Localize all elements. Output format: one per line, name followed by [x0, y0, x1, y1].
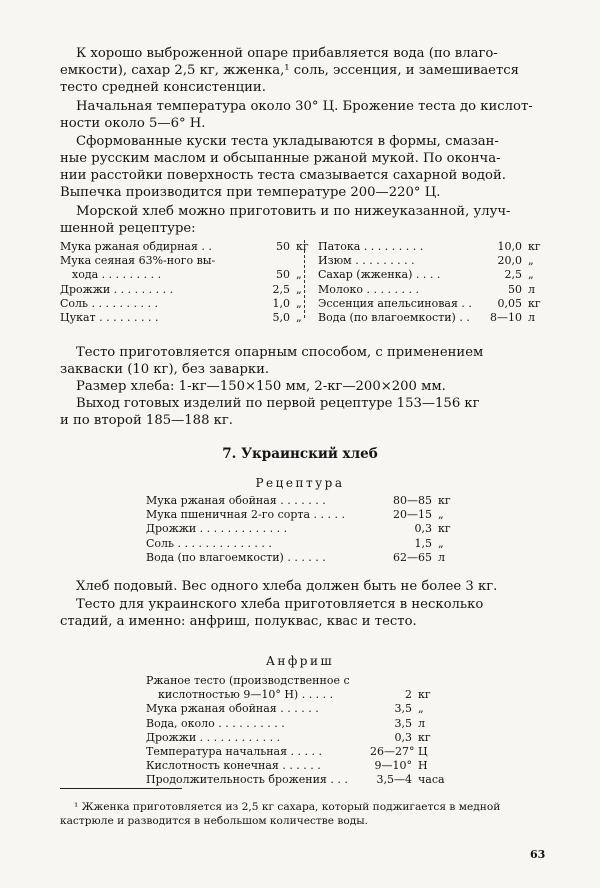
ingredient-unit: кг	[528, 240, 541, 253]
footnote	[60, 800, 554, 828]
text-line: нии расстойки поверхность теста смазывается сахарной водой.	[60, 168, 506, 183]
marine-recipe-right	[318, 240, 548, 325]
table-row	[318, 283, 548, 297]
ingredient-name: Патока . . . . . . . . .	[318, 240, 424, 253]
ingredient-unit: кг	[528, 296, 541, 310]
footnote-line: ¹ Жженка приготовляется из 2,5 кг сахара, который поджигается в медной	[74, 801, 501, 813]
ingredient-name: Вода (по влагоемкости) . . . . . .	[146, 550, 326, 564]
ingredient-qty: 0,3	[394, 730, 412, 744]
ingredient-name: Ржаное тесто (производственное с	[146, 674, 350, 687]
table-row	[60, 254, 300, 268]
ingredient-qty: 3,5	[394, 716, 412, 730]
text-line: емкости), сахар 2,5 кг, жженка,¹ соль, эссенция, и замешивается	[60, 63, 519, 78]
table-row	[146, 731, 476, 745]
paragraph-9	[60, 596, 545, 630]
ingredient-name: Мука ржаная обойная . . . . . .	[146, 702, 319, 716]
ingredient-qty: 3,5—4	[376, 773, 412, 787]
ingredient-name: кислотностью 9—10° Н) . . . . .	[158, 688, 334, 702]
ingredient-qty: 2,5	[272, 282, 290, 296]
ingredient-qty: 20—15	[393, 508, 432, 522]
table-row	[60, 240, 309, 254]
ingredient-qty: 1,0	[272, 296, 290, 310]
table-row	[60, 283, 300, 297]
ingredient-name: Кислотность конечная . . . . . .	[146, 759, 321, 773]
table-row	[146, 674, 476, 688]
text-line: К хорошо выброженной опаре прибавляется вода (по влаго-	[76, 46, 498, 61]
ingredient-unit: л	[418, 716, 425, 730]
ingredient-name: Эссенция апельсиновая . .	[318, 296, 472, 310]
ingredient-qty: 0,3	[414, 522, 432, 536]
ingredient-unit: „	[438, 508, 444, 522]
ingredient-name: Мука ржаная обойная . . . . . . .	[146, 494, 326, 507]
text-line: Выпечка производится при температуре 200—220° Ц.	[60, 185, 441, 200]
table-row	[318, 297, 548, 311]
text-line: Тесто для украинского хлеба приготовляется в несколько	[76, 597, 484, 612]
ingredient-name: Соль . . . . . . . . . . . . . .	[146, 536, 272, 550]
ingredient-unit: „	[296, 296, 302, 310]
ingredient-name: Изюм . . . . . . . . .	[318, 254, 415, 268]
ingredient-qty: 50	[508, 282, 522, 296]
ingredient-unit: „	[418, 702, 424, 716]
ingredient-unit: „	[438, 536, 444, 550]
ingredient-qty: 3,5	[394, 702, 412, 716]
text-line: Хлеб подовый. Вес одного хлеба должен быть не более 3 кг.	[76, 579, 498, 594]
ingredient-name: Сахар (жженка) . . . .	[318, 268, 441, 282]
ingredient-qty: 0,05	[497, 296, 522, 310]
ukr-recipe	[146, 494, 476, 565]
ingredient-qty: 8—10	[490, 310, 522, 324]
ingredient-name: Дрожжи . . . . . . . . . . . . .	[146, 522, 288, 536]
ingredient-name: Цукат . . . . . . . . .	[60, 310, 159, 324]
text-line: шенной рецептуре:	[60, 221, 196, 236]
paragraph-3	[60, 133, 545, 201]
ingredient-qty: 80—85	[393, 494, 432, 507]
ingredient-qty: 62—65	[393, 550, 432, 564]
ingredient-qty: 2,5	[504, 268, 522, 282]
text-line: Начальная температура около 30° Ц. Брожение теста до кислот-	[76, 99, 533, 114]
ingredient-unit: „	[296, 310, 302, 324]
paragraph-1	[60, 45, 545, 96]
ingredient-name: Температура начальная . . . . .	[146, 744, 322, 758]
table-row	[146, 494, 476, 508]
table-row	[146, 773, 476, 787]
ingredient-qty: 50	[276, 240, 290, 253]
ingredient-unit: Ц	[418, 744, 428, 758]
text-line: ные русским маслом и обсыпанные ржаной мукой. По оконча-	[60, 151, 501, 166]
anfrish-table	[146, 674, 476, 788]
text-line: стадий, а именно: анфриш, полуквас, квас и тесто.	[60, 614, 417, 629]
ingredient-unit: „	[296, 268, 302, 282]
ingredient-unit: л	[528, 310, 535, 324]
ingredient-name: Мука ржаная обдирная . .	[60, 240, 212, 253]
table-row	[318, 240, 548, 254]
ingredient-qty: 50	[276, 268, 290, 282]
ingredient-name: Молоко . . . . . . . .	[318, 282, 419, 296]
ingredient-unit: кг	[296, 240, 309, 253]
table-row	[146, 717, 476, 731]
ingredient-unit: кг	[438, 522, 451, 536]
ingredient-name: Продолжительность брожения . . .	[146, 773, 348, 787]
table-row	[146, 688, 476, 702]
column-divider	[304, 240, 305, 318]
table-row	[146, 759, 476, 773]
paragraph-2	[60, 98, 545, 132]
recipe-heading: Рецептура	[255, 476, 345, 490]
ingredient-name: Дрожжи . . . . . . . . . . . .	[146, 730, 281, 744]
ingredient-unit: кг	[438, 494, 451, 507]
ingredient-name: Мука сеяная 63%-ного вы-	[60, 254, 216, 268]
ingredient-name: Дрожжи . . . . . . . . .	[60, 282, 174, 296]
ingredient-qty: 2	[405, 688, 412, 702]
ingredient-unit: „	[528, 268, 534, 282]
ingredient-unit: кг	[418, 730, 431, 744]
text-line: и по второй 185—188 кг.	[60, 413, 233, 428]
ingredient-qty: 5,0	[272, 310, 290, 324]
section-title: 7. Украинский хлеб	[222, 446, 378, 462]
paragraph-6	[60, 378, 545, 395]
text-line: закваски (10 кг), без заварки.	[60, 362, 270, 377]
table-row	[318, 268, 548, 282]
paragraph-8	[60, 578, 545, 595]
text-line: ности около 5—6° Н.	[60, 116, 206, 131]
ingredient-unit: „	[296, 282, 302, 296]
ingredient-qty: 9—10°	[374, 759, 412, 773]
table-row	[146, 522, 476, 536]
table-row	[146, 551, 476, 565]
ingredient-qty: 20,0	[497, 254, 522, 268]
ingredient-unit: л	[528, 282, 535, 296]
ingredient-name: Вода (по влагоемкости) . .	[318, 310, 470, 324]
table-row	[60, 297, 300, 311]
footnote-rule	[60, 788, 182, 789]
ingredient-name: Мука пшеничная 2-го сорта . . . . .	[146, 508, 346, 522]
text-line: Размер хлеба: 1-кг—150×150 мм, 2-кг—200×200 мм.	[76, 379, 446, 394]
ingredient-unit: л	[438, 550, 445, 564]
table-row	[60, 268, 300, 282]
table-row	[146, 702, 476, 716]
ingredient-name: хода . . . . . . . . .	[72, 268, 162, 282]
ingredient-name: Соль . . . . . . . . . .	[60, 296, 158, 310]
ingredient-qty: 1,5	[414, 536, 432, 550]
table-row	[146, 508, 476, 522]
text-line: Выход готовых изделий по первой рецептуре 153—156 кг	[76, 396, 480, 411]
ingredient-name: Вода, около . . . . . . . . . .	[146, 716, 285, 730]
ingredient-unit: „	[528, 254, 534, 268]
paragraph-4	[60, 203, 545, 237]
ingredient-qty: 10,0	[497, 240, 522, 253]
page-number: 63	[530, 848, 546, 861]
anfrish-heading: Анфриш	[265, 654, 335, 668]
ingredient-unit: кг	[418, 688, 431, 702]
marine-recipe-left	[60, 240, 309, 325]
table-row	[60, 311, 300, 325]
ingredient-unit: Н	[418, 759, 428, 773]
paragraph-5	[60, 344, 545, 378]
table-row	[318, 254, 548, 268]
ingredient-unit: часа	[418, 773, 445, 787]
table-row	[146, 745, 476, 759]
text-line: Морской хлеб можно приготовить и по нижеуказанной, улуч-	[76, 204, 511, 219]
text-line: тесто средней консистенции.	[60, 80, 266, 95]
text-line: Тесто приготовляется опарным способом, с применением	[76, 345, 484, 360]
table-row	[146, 537, 476, 551]
text-line: Сформованные куски теста укладываются в формы, смазан-	[76, 134, 499, 149]
table-row	[318, 311, 548, 325]
paragraph-7	[60, 395, 545, 429]
ingredient-qty: 26—27°	[370, 744, 415, 758]
footnote-line: кастрюле и разводится в небольшом количестве воды.	[60, 815, 369, 827]
